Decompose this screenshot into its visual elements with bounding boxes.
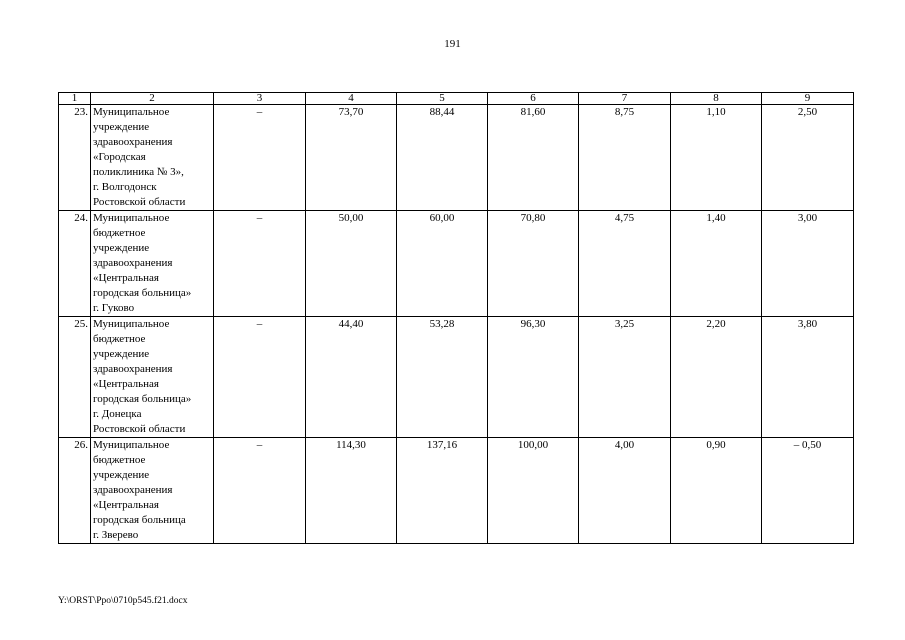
row-number: 24.: [59, 211, 91, 317]
table-row: [59, 211, 854, 317]
name-line: Муниципальное: [93, 212, 170, 224]
name-line: здравоохранения: [93, 363, 173, 375]
header-cell: 4: [306, 93, 397, 105]
header-cell: 1: [59, 93, 91, 105]
table-body: [59, 93, 854, 544]
name-line: городская больница: [93, 514, 186, 526]
cell-col9: 2,50: [762, 105, 854, 211]
name-line: Ростовской области: [93, 196, 186, 208]
institution-name: [91, 438, 214, 544]
cell-col7: 3,25: [579, 317, 671, 438]
cell-col3: –: [214, 105, 306, 211]
cell-col7: 8,75: [579, 105, 671, 211]
footer-file-path: Y:\ORST\Ppo\0710p545.f21.docx: [58, 596, 188, 606]
row-number: 25.: [59, 317, 91, 438]
name-line: г. Гуково: [93, 302, 135, 314]
cell-col5: 53,28: [397, 317, 488, 438]
cell-col7: 4,75: [579, 211, 671, 317]
header-cell: 7: [579, 93, 671, 105]
name-line: г. Донецка: [93, 408, 142, 420]
name-line: здравоохранения: [93, 484, 173, 496]
institution-name: [91, 317, 214, 438]
table-row: [59, 438, 854, 544]
header-cell: 3: [214, 93, 306, 105]
name-line: поликлиника № 3»,: [93, 166, 184, 178]
cell-col4: 114,30: [306, 438, 397, 544]
name-line: учреждение: [93, 121, 150, 133]
cell-col6: 70,80: [488, 211, 579, 317]
cell-col8: 2,20: [671, 317, 762, 438]
cell-col8: 1,40: [671, 211, 762, 317]
cell-col3: –: [214, 438, 306, 544]
cell-col9: 3,00: [762, 211, 854, 317]
table-header-row: [59, 93, 854, 105]
cell-col6: 81,60: [488, 105, 579, 211]
name-line: г. Зверево: [93, 529, 139, 541]
name-line: «Центральная: [93, 272, 159, 284]
name-line: учреждение: [93, 242, 150, 254]
data-table: [58, 92, 854, 544]
cell-col4: 73,70: [306, 105, 397, 211]
table-row: [59, 317, 854, 438]
cell-col4: 50,00: [306, 211, 397, 317]
name-line: городская больница»: [93, 393, 192, 405]
name-line: здравоохранения: [93, 136, 173, 148]
cell-col5: 88,44: [397, 105, 488, 211]
name-line: городская больница»: [93, 287, 192, 299]
name-line: «Городская: [93, 151, 146, 163]
header-cell: 5: [397, 93, 488, 105]
cell-col3: –: [214, 211, 306, 317]
institution-name: [91, 105, 214, 211]
cell-col6: 100,00: [488, 438, 579, 544]
cell-col8: 1,10: [671, 105, 762, 211]
name-line: Муниципальное: [93, 439, 170, 451]
row-number: 23.: [59, 105, 91, 211]
name-line: бюджетное: [93, 227, 146, 239]
cell-col8: 0,90: [671, 438, 762, 544]
cell-col5: 137,16: [397, 438, 488, 544]
name-line: бюджетное: [93, 454, 146, 466]
name-line: Муниципальное: [93, 318, 170, 330]
name-line: учреждение: [93, 348, 150, 360]
cell-col9: – 0,50: [762, 438, 854, 544]
name-line: «Центральная: [93, 378, 159, 390]
cell-col4: 44,40: [306, 317, 397, 438]
name-line: учреждение: [93, 469, 150, 481]
cell-col5: 60,00: [397, 211, 488, 317]
name-line: Муниципальное: [93, 106, 170, 118]
institution-name: [91, 211, 214, 317]
cell-col3: –: [214, 317, 306, 438]
name-line: г. Волгодонск: [93, 181, 157, 193]
cell-col7: 4,00: [579, 438, 671, 544]
name-line: «Центральная: [93, 499, 159, 511]
cell-col6: 96,30: [488, 317, 579, 438]
header-cell: 2: [91, 93, 214, 105]
row-number: 26.: [59, 438, 91, 544]
cell-col9: 3,80: [762, 317, 854, 438]
table-row: [59, 105, 854, 211]
name-line: Ростовской области: [93, 423, 186, 435]
header-cell: 9: [762, 93, 854, 105]
name-line: здравоохранения: [93, 257, 173, 269]
page-number: 191: [444, 38, 461, 50]
header-cell: 8: [671, 93, 762, 105]
name-line: бюджетное: [93, 333, 146, 345]
header-cell: 6: [488, 93, 579, 105]
